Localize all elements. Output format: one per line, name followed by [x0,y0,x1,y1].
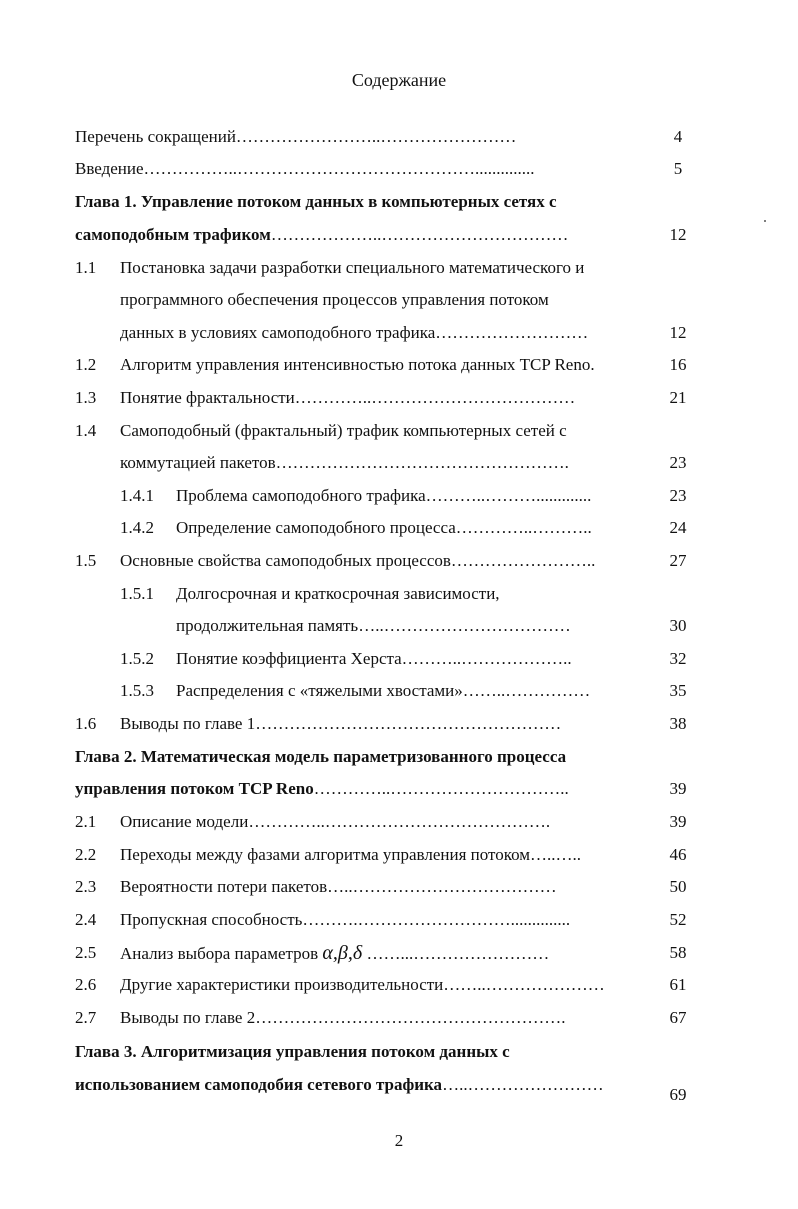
toc-entry-text: Глава 1. Управление потоком данных в компьютерных сетях с [75,192,557,211]
toc-entry-text: Проблема самоподобного трафика [176,486,426,505]
toc-page-number: 61 [669,975,687,994]
toc-entry-1-1-cont [120,288,549,312]
page-title: Содержание [351,70,447,90]
toc-chapter-1-heading [75,190,557,214]
toc-section-number: 1.2 [75,355,97,374]
toc-leader-dots: …………..………………………….. [313,779,569,798]
toc-page-number: 12 [669,225,687,244]
toc-section-number: 1.1 [75,258,97,277]
toc-page-number: 16 [669,355,687,374]
toc-chapter-2-heading [75,745,566,769]
toc-page-number: 23 [669,486,687,505]
toc-page-number: 32 [669,649,687,668]
toc-section-number: 1.4.2 [120,518,154,537]
toc-section-number: 2.3 [75,877,97,896]
toc-leader-dots: …..…………………………… [358,616,571,635]
toc-entry-text: Определение самоподобного процесса [176,518,456,537]
toc-entry-1-1-cont2 [120,321,588,345]
toc-entry-1-5-1 [176,582,500,606]
toc-entry-text: Понятие фрактальности [120,388,295,407]
toc-page-number: 38 [669,714,687,733]
toc-leader-dots: …..….. [530,845,582,864]
toc-page-number: 27 [669,551,687,570]
toc-entry-1-5 [120,549,595,573]
toc-entry-text: Другие характеристики производительности [120,975,444,994]
toc-leader-dots: ……...…………………… [362,944,550,963]
toc-entry-1-5-2 [176,647,572,671]
toc-section-number: 1.5.2 [120,649,154,668]
toc-section-number: 2.6 [75,975,97,994]
toc-entry-text: Вероятности потери пакетов [120,877,328,896]
toc-leader-dots: ……………..…………………………………….............. [143,159,535,178]
toc-page-number: 21 [669,388,687,407]
toc-entry-1-4-1 [176,484,591,508]
toc-leader-dots: …..…………………… [442,1075,604,1094]
toc-entry-text: Введение [75,159,144,178]
toc-entry-2-3 [120,875,557,899]
toc-leader-dots: ………..……………….. [401,649,572,668]
toc-entry-text: Понятие коэффициента Херста [176,649,402,668]
toc-section-number: 2.2 [75,845,97,864]
toc-entry-text: управления потоком TCP Reno [75,779,314,798]
toc-entry-text: Пропускная способность [120,910,303,929]
toc-entry-text: данных в условиях самоподобного трафика [120,323,436,342]
toc-entry-text: Глава 3. Алгоритмизация управления потоком данных с [75,1042,510,1061]
toc-leader-dots: ……………………………………………. [275,453,569,472]
toc-page-number: 46 [669,845,687,864]
toc-entry-text: Долгосрочная и краткосрочная зависимости, [176,584,500,603]
toc-entry-1-6 [120,712,561,736]
toc-page-number: 30 [669,616,687,635]
toc-section-number: 1.3 [75,388,97,407]
toc-entry-text: Выводы по главе 1 [120,714,256,733]
toc-page-number: 52 [669,910,687,929]
toc-entry-text: Выводы по главе 2 [120,1008,256,1027]
toc-page-number: 50 [669,877,687,896]
toc-section-number: 2.5 [75,943,97,962]
toc-entry-2-1 [120,810,550,834]
toc-section-number: 1.5 [75,551,97,570]
toc-entry-text: Переходы между фазами алгоритма управления потоком [120,845,531,864]
toc-entry-introduction [75,157,535,181]
toc-chapter-3-heading-cont [75,1073,604,1097]
toc-entry-1-5-3 [176,679,590,703]
toc-entry-text: программного обеспечения процессов управления потоком [120,290,549,309]
toc-page-number: 39 [669,812,687,831]
toc-entry-text: Постановка задачи разработки специального математического и [120,258,585,277]
toc-chapter-2-heading-cont [75,777,569,801]
toc-entry-1-2 [120,353,595,377]
toc-entry-text: Самоподобный (фрактальный) трафик компьютерных сетей с [120,421,567,440]
toc-page-number: 39 [669,779,687,798]
toc-page-number: 35 [669,681,687,700]
toc-leader-dots: …………..…………………………………. [248,812,551,831]
toc-section-number: 2.4 [75,910,97,929]
toc-leader-dots: ……..…………… [462,681,591,700]
toc-page-number: 23 [669,453,687,472]
toc-leader-dots: ………………………………………………. [255,1008,566,1027]
toc-section-number: 1.4 [75,421,97,440]
toc-greek-parameters: α,β,δ [322,942,363,964]
toc-entry-text: Распределения с «тяжелыми хвостами» [176,681,463,700]
toc-entry-2-5 [120,941,549,965]
toc-leader-dots: …………..……………………………… [294,388,576,407]
toc-entry-abbreviations [75,125,516,149]
scan-speck [764,220,766,222]
toc-page-number: 5 [673,159,683,178]
toc-entry-1-3 [120,386,575,410]
toc-entry-text: Алгоритм управления интенсивностью потока данных TCP Reno. [120,355,595,374]
toc-page-number: 67 [669,1008,687,1027]
toc-leader-dots: …………..……….. [455,518,592,537]
toc-chapter-3-heading [75,1040,510,1064]
toc-entry-text: использованием самоподобия сетевого трафика [75,1075,443,1094]
toc-leader-dots: ………………..…………………………… [270,225,569,244]
toc-entry-text: Перечень сокращений [75,127,236,146]
toc-page-number: 4 [673,127,683,146]
toc-entry-text: продолжительная память [176,616,359,635]
toc-entry-1-5-1-cont [176,614,571,638]
toc-page-number: 24 [669,518,687,537]
toc-entry-1-4-2 [176,516,592,540]
toc-entry-2-2 [120,843,581,867]
toc-page-number: 58 [669,943,687,962]
toc-leader-dots: ……………………………………………… [255,714,562,733]
toc-section-number: 2.1 [75,812,97,831]
toc-leader-dots: ……….……………………….............. [302,910,571,929]
toc-section-number: 1.5.1 [120,584,154,603]
toc-entry-text: коммутацией пакетов [120,453,276,472]
toc-chapter-1-heading-cont [75,223,568,247]
toc-entry-text: Глава 2. Математическая модель параметризованного процесса [75,747,567,766]
toc-section-number: 2.7 [75,1008,97,1027]
toc-entry-text: Анализ выбора параметров [120,944,323,963]
toc-section-number: 1.4.1 [120,486,154,505]
toc-section-number: 1.5.3 [120,681,154,700]
toc-entry-1-1 [120,256,584,280]
page-number: 2 [394,1131,404,1150]
toc-page-number: 69 [669,1085,687,1104]
toc-entry-text: Описание модели [120,812,249,831]
toc-leader-dots: …..……………………………… [327,877,557,896]
toc-entry-text: Основные свойства самоподобных процессов [120,551,451,570]
toc-section-number: 1.6 [75,714,97,733]
toc-leader-dots: ……………………..…………………… [235,127,517,146]
toc-entry-1-4 [120,419,567,443]
toc-entry-2-4 [120,908,570,932]
toc-entry-2-6 [120,973,605,997]
toc-leader-dots: ……..………………… [443,975,605,994]
toc-page-number: 12 [669,323,687,342]
toc-leader-dots: ………..………............. [425,486,592,505]
toc-leader-dots: …………………….. [450,551,596,570]
toc-entry-1-4-cont [120,451,569,475]
toc-leader-dots: ……………………… [435,323,589,342]
toc-entry-2-7 [120,1006,565,1030]
toc-entry-text: самоподобным трафиком [75,225,271,244]
